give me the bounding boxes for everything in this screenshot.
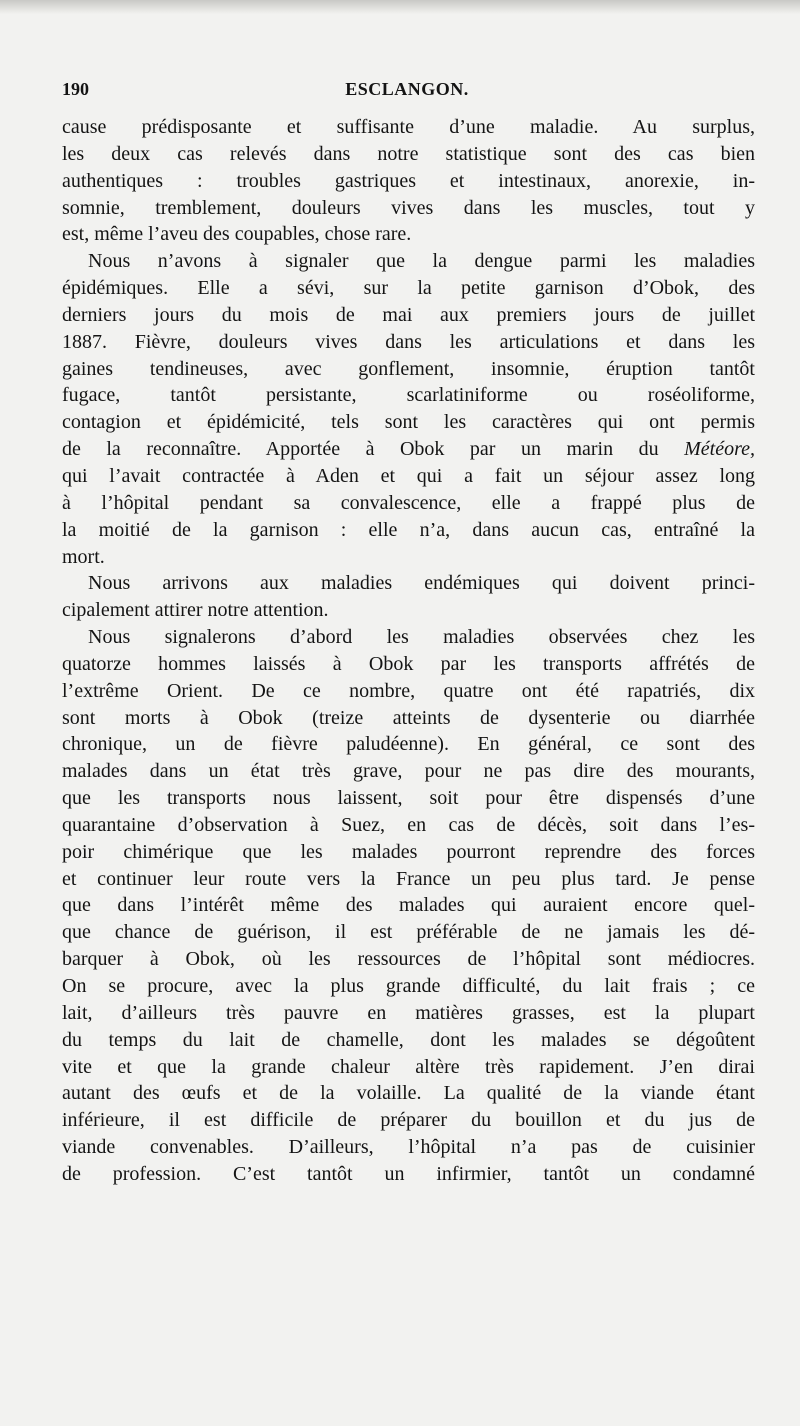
text-line — [62, 570, 755, 597]
text-line — [62, 195, 755, 222]
text-line-content: les deux cas relevés dans notre statistique sont des cas bien — [62, 142, 755, 165]
text-line-content: à l’hôpital pendant sa convalescence, elle a frappé plus de — [62, 491, 755, 514]
text-line-content: 1887. Fièvre, douleurs vives dans les articulations et dans les — [62, 330, 755, 353]
text-line — [62, 1080, 755, 1107]
text-line — [62, 517, 755, 544]
text-line-content: On se procure, avec la plus grande difficulté, du lait frais ; ce — [62, 975, 755, 997]
text-line-content: somnie, tremblement, douleurs vives dans les muscles, tout y — [62, 196, 755, 219]
text-line-content: gaines tendineuses, avec gonflement, insomnie, éruption tantôt — [62, 357, 755, 380]
page-number: 190 — [62, 79, 89, 99]
text-line-content: de la reconnaître. Apportée à Obok par un marin du — [62, 438, 659, 461]
text-line-content: qui l’avait contractée à Aden et qui a fait un séjour assez long — [62, 464, 755, 487]
text-line — [62, 302, 755, 329]
text-line — [62, 919, 755, 946]
italic-ship-name: Météore, — [684, 438, 755, 461]
text-line — [62, 1000, 755, 1027]
text-line-content: lait, d’ailleurs très pauvre en matières grasses, est la plupart — [62, 1001, 755, 1024]
text-line-content: quatorze hommes laissés à Obok par les transports affrétés de — [62, 652, 755, 675]
text-line — [62, 436, 755, 463]
text-line-content: la moitié de la garnison : elle n’a, dans aucun cas, entraîné la — [62, 518, 755, 541]
text-line-content: que dans l’intérêt même des malades qui auraient encore quel- — [62, 894, 755, 917]
text-line — [62, 221, 755, 248]
text-line — [62, 114, 755, 141]
page-header — [62, 76, 752, 102]
text-line — [62, 248, 755, 275]
running-head: ESCLANGON. — [345, 79, 469, 99]
text-line — [62, 731, 755, 758]
text-line — [62, 785, 755, 812]
text-line — [62, 1161, 755, 1188]
text-line-content: barquer à Obok, où les ressources de l’hôpital sont médiocres. — [62, 948, 755, 971]
text-line — [62, 758, 755, 785]
text-line — [62, 705, 755, 732]
text-line — [62, 1134, 755, 1161]
text-line — [62, 409, 755, 436]
text-line — [62, 812, 755, 839]
text-line-content: est, même l’aveu des coupables, chose rare. — [62, 223, 412, 246]
text-line-content: cipalement attirer notre attention. — [62, 599, 329, 622]
text-line-content: que chance de guérison, il est préférable de ne jamais les dé- — [62, 921, 755, 944]
text-line — [62, 329, 755, 356]
text-line-content: épidémiques. Elle a sévi, sur la petite garnison d’Obok, des — [62, 277, 755, 300]
text-line-content: derniers jours du mois de mai aux premiers jours de juillet — [62, 303, 755, 326]
text-line-content: mort. — [62, 545, 105, 568]
text-line — [62, 141, 755, 168]
text-line-content: Nous arrivons aux maladies endémiques qui doivent princi- — [88, 572, 755, 595]
text-line-content: l’extrême Orient. De ce nombre, quatre ont été rapatriés, dix — [62, 679, 755, 702]
text-line — [62, 892, 755, 919]
text-line-content: authentiques : troubles gastriques et intestinaux, anorexie, in- — [62, 169, 755, 192]
text-line — [62, 382, 755, 409]
text-line-content: poir chimérique que les malades pourront reprendre des forces — [62, 840, 755, 863]
text-line-content: et continuer leur route vers la France un peu plus tard. Je pense — [62, 867, 755, 890]
text-line-content: inférieure, il est difficile de préparer du bouillon et du jus de — [62, 1109, 755, 1132]
text-line — [62, 1054, 755, 1081]
text-line — [62, 839, 755, 866]
text-line-content: cause prédisposante et suffisante d’une maladie. Au surplus, — [62, 116, 755, 138]
text-line — [62, 651, 755, 678]
text-line-content: Nous signalerons d’abord les maladies observées chez les — [88, 626, 755, 649]
text-line-content: que les transports nous laissent, soit pour être dispensés d’une — [62, 787, 755, 810]
text-line-content: contagion et épidémicité, tels sont les caractères qui ont permis — [62, 411, 755, 434]
body-text — [62, 114, 755, 1188]
text-line — [62, 973, 755, 1000]
text-line-content: quarantaine d’observation à Suez, en cas de décès, soit dans l’es- — [62, 813, 755, 836]
text-line — [62, 678, 755, 705]
text-line — [62, 624, 755, 651]
text-line-content: vite et que la grande chaleur altère très rapidement. J’en dirai — [62, 1055, 755, 1078]
text-line — [62, 275, 755, 302]
text-line — [62, 1107, 755, 1134]
text-line — [62, 544, 755, 571]
text-line — [62, 463, 755, 490]
text-line — [62, 597, 755, 624]
text-line-content: du temps du lait de chamelle, dont les malades se dégoûtent — [62, 1028, 755, 1051]
text-line-content: malades dans un état très grave, pour ne pas dire des mourants, — [62, 760, 755, 783]
page-top-edge — [0, 0, 800, 14]
text-line-content: sont morts à Obok (treize atteints de dysenterie ou diarrhée — [62, 706, 755, 729]
text-line-content: chronique, un de fièvre paludéenne). En général, ce sont des — [62, 733, 755, 756]
text-line — [62, 946, 755, 973]
text-line-content: Nous n’avons à signaler que la dengue parmi les maladies — [88, 250, 755, 273]
text-line — [62, 1027, 755, 1054]
text-line-content: viande convenables. D’ailleurs, l’hôpital n’a pas de cuisinier — [62, 1136, 755, 1159]
text-line-content: fugace, tantôt persistante, scarlatiniforme ou roséoliforme, — [62, 384, 755, 407]
text-line-content: autant des œufs et de la volaille. La qualité de la viande étant — [62, 1082, 755, 1105]
text-line — [62, 866, 755, 893]
text-line — [62, 168, 755, 195]
text-line-content: de profession. C’est tantôt un infirmier, tantôt un condamné — [62, 1162, 755, 1185]
text-line — [62, 490, 755, 517]
text-line — [62, 356, 755, 383]
